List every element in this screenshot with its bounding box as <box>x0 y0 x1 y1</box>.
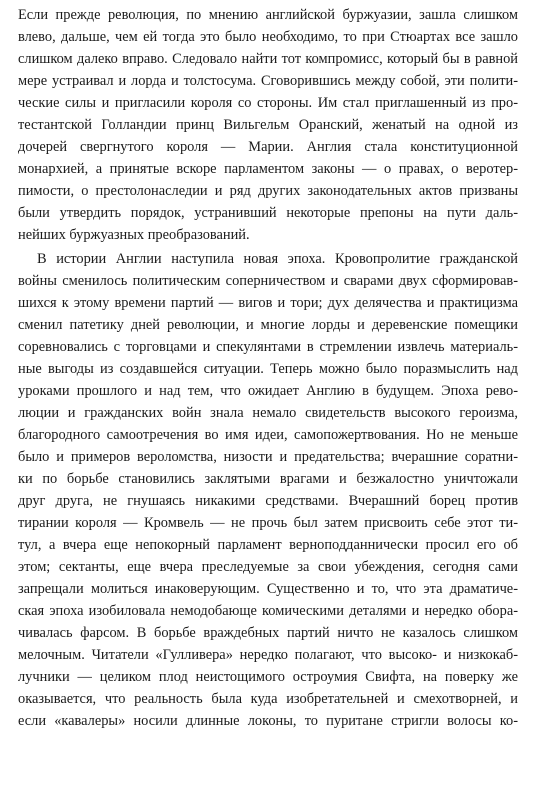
text-line: нейших буржуазных преобразований. <box>18 227 250 243</box>
text-line: оказывается, что реальность была куда изобретательней и смехотворней, и <box>18 691 518 707</box>
text-line: люции и гражданских войн знала немало свидетельств высокого героизма, <box>18 405 518 421</box>
text-line: этом; сектанты, еще вчера преследуемые за свои убеждения, сегодня сами <box>18 559 518 575</box>
text-line: чивалась фарсом. В борьбе враждебных партий ничто не казалось слишком <box>18 625 518 641</box>
text-line: слишком далеко вправо. Следовало найти тот компромисс, который бы в равной <box>18 51 518 67</box>
text-line: мелочным. Читатели «Гулливера» нередко полагают, что высоко- и низкокаб- <box>18 647 518 663</box>
text-line: уроками прошлого и над тем, что ожидает Англию в будущем. Эпоха рево- <box>18 383 518 399</box>
text-line: мере устраивал и лорда и толстосума. Сговорившись между собой, эти полити- <box>18 73 518 89</box>
text-line: тестантской Голландии принц Вильгельм Оранский, женатый на одной из <box>18 117 518 133</box>
text-line: шихся к этому времени партий — вигов и тори; дух делячества и практицизма <box>18 295 518 311</box>
text-line: если «кавалеры» носили длинные локоны, то пуритане стригли волосы ко- <box>18 713 518 729</box>
text-line: дочерей свергнутого короля — Марии. Англия стала конституционной <box>18 139 518 155</box>
text-line: тирании короля — Кромвель — не прочь был затем присвоить себе этот ти- <box>18 515 518 531</box>
text-line: друг друга, не гнушаясь никакими средствами. Вчерашний борец против <box>18 493 518 509</box>
text-line: ные выгоды из создавшейся ситуации. Теперь можно было поразмыслить над <box>18 361 518 377</box>
text-line: В истории Англии наступила новая эпоха. Кровопролитие гражданской <box>37 251 518 267</box>
text-line: благородного самоотречения во имя идеи, самопожертвования. Но не меньше <box>18 427 518 443</box>
text-line: лучники — целиком плод неистощимого остроумия Свифта, на поверку же <box>18 669 518 685</box>
text-line: Если прежде революция, по мнению английской буржуазии, зашла слишком <box>18 7 518 23</box>
text-line: запрещали молиться инаковерующим. Существенно и то, что эта драматиче- <box>18 581 518 597</box>
text-line: войны сменилось политическим соперничеством и сварами двух сформировав- <box>18 273 518 289</box>
text-line: влево, дальше, чем ей тогда это было необходимо, то при Стюартах все зашло <box>18 29 518 45</box>
text-line: было и примеров вероломства, низости и предательства; вчерашние соратни- <box>18 449 518 465</box>
text-line: тул, а вчера еще непокорный парламент верноподданнически просил его об <box>18 537 518 553</box>
text-line: ки по борьбе становились заклятыми врагами и безжалостно уничтожали <box>18 471 518 487</box>
text-line: пимости, о престолонаследии и ряд других законодательных актов призваны <box>18 183 518 199</box>
text-line: сменил патетику дней революции, и многие лорды и деревенские помещики <box>18 317 518 333</box>
text-line: соревновались с торговцами и спекулянтами в стремлении извлечь материаль- <box>18 339 518 355</box>
text-line: ческие силы и пригласили короля со стороны. Им стал приглашенный из про- <box>18 95 518 111</box>
text-line: ская эпоха изобиловала немодобающе комическими деталями и нередко обора- <box>18 603 518 619</box>
text-line: монархией, а принятые вскоре парламентом законы — о правах, о веротер- <box>18 161 518 177</box>
text-line: были утвердить порядок, устранивший некоторые препоны на пути даль- <box>18 205 518 221</box>
